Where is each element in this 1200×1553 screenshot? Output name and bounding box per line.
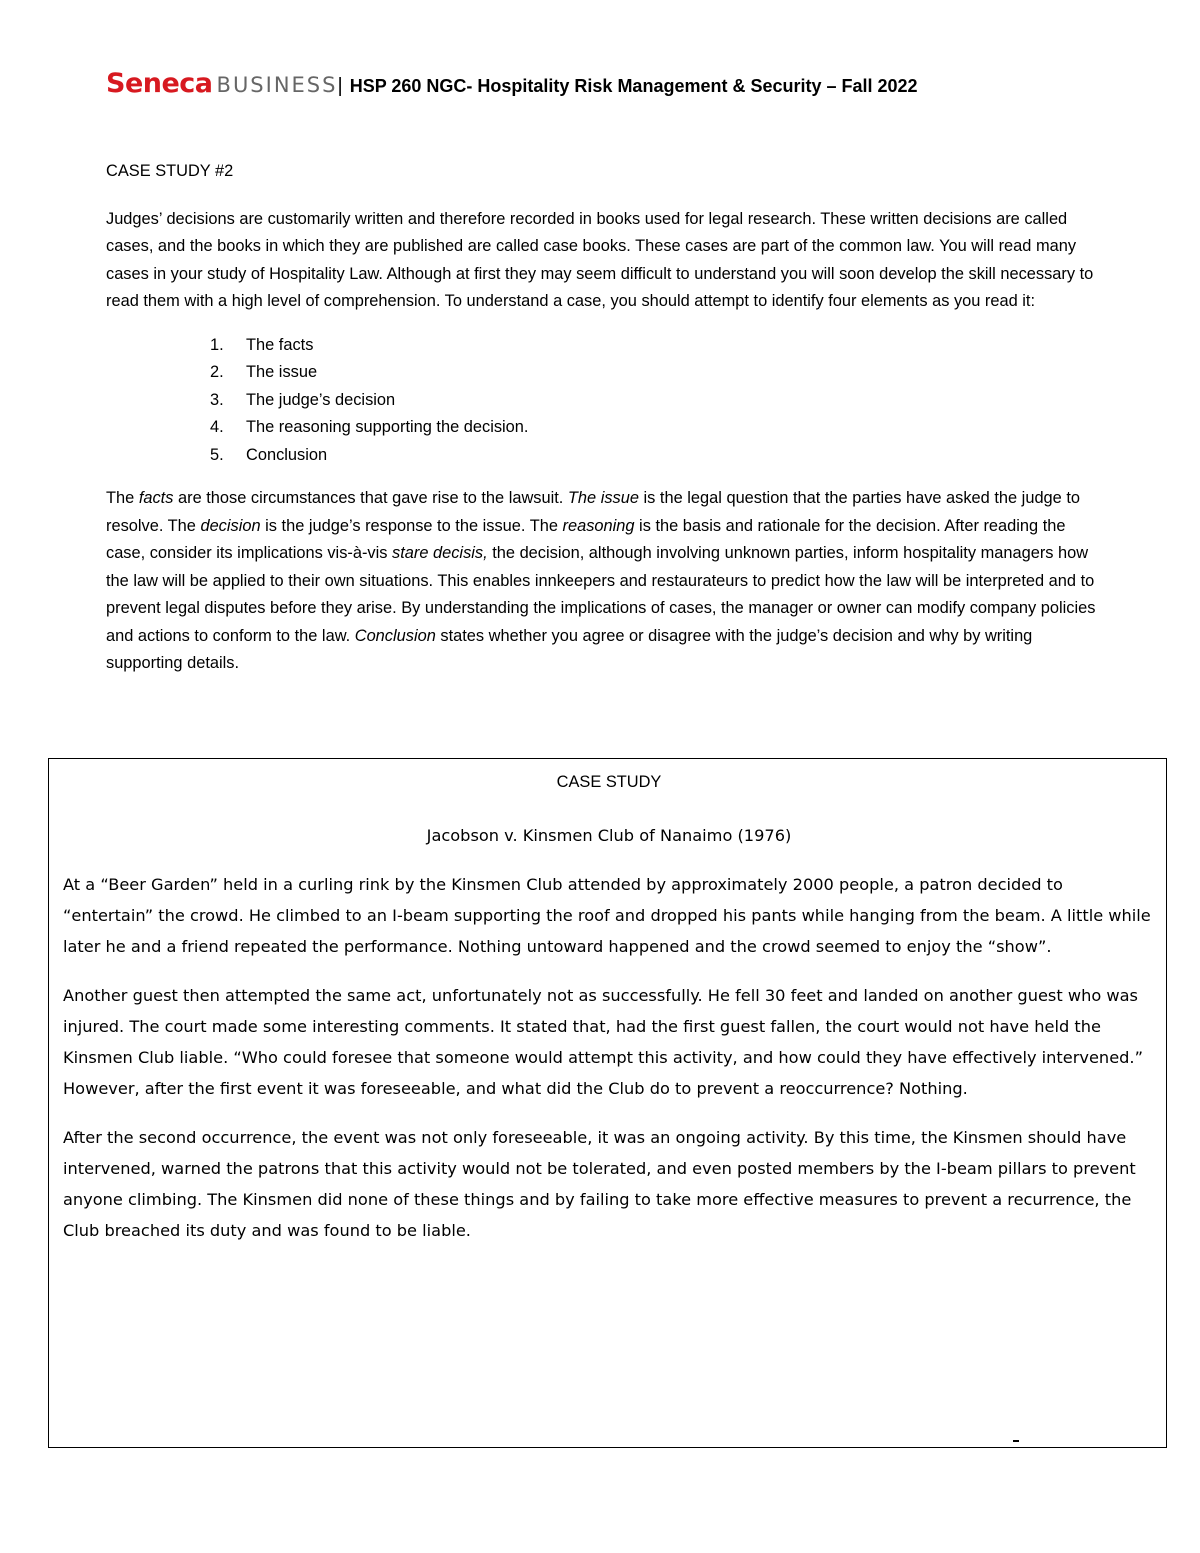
seneca-logo: Seneca <box>106 68 213 99</box>
case-name: Jacobson v. Kinsmen Club of Nanaimo (1976) <box>426 826 792 845</box>
list-text: The reasoning supporting the decision. <box>246 418 529 436</box>
text-run: is the legal question that the parties have asked the judge to resolve. The <box>106 489 1081 535</box>
case-paragraph: After the second occurrence, the event was not only foreseeable, it was an ongoing activity. By this time, the Kinsmen should have intervened, warned the patrons that this activity would not be tolerated, and even posted members by the I-beam pillars to prevent anyone climbing. The Kinsmen did none of these things and by failing to take more effective measures to prevent a recurrence, the Club breached its duty and was found to be liable. <box>63 1128 1136 1240</box>
course-title: HSP 260 NGC- Hospitality Risk Management & Security – Fall 2022 <box>344 76 918 96</box>
case-study-box <box>48 758 1167 1448</box>
list-item <box>106 387 1101 415</box>
text-run: the decision, although involving unknown parties, inform hospitality managers how the law will be applied to their own situations. This enables innkeepers and restaurateurs to predict how the law will be interpreted and to prevent legal disputes before they arise. By understanding the implications of cases, the manager or owner can modify company policies and actions to conform to the law. <box>106 544 1096 645</box>
term-reasoning: reasoning <box>562 516 635 535</box>
list-text: Conclusion <box>246 445 328 464</box>
intro-paragraph: Judges’ decisions are customarily written and therefore recorded in books used for legal research. These written decisions are called cases, and the books in which they are published are called case books. These cases are part of the common law. You will read many cases in your study of Hospitality Law. Although at first they may seem difficult to understand you will soon develop the skill necessary to read them with a high level of comprehension. To understand a case, you should attempt to identify four elements as you read it: <box>106 209 1094 310</box>
page-header <box>106 68 918 99</box>
text-run: states whether you agree or disagree with the judge’s decision and why by writing supporting details. <box>106 626 1033 672</box>
list-number: 2. <box>210 363 224 381</box>
business-logo-text: BUSINESS <box>216 73 338 97</box>
list-text: The judge’s decision <box>246 390 396 409</box>
intro-section <box>106 158 1101 678</box>
text-run: are those circumstances that gave rise to the lawsuit. <box>173 489 568 507</box>
list-text: The facts <box>246 335 314 354</box>
list-item <box>106 414 1101 442</box>
header-separator: | <box>337 75 343 97</box>
text-run: is the basis and rationale for the decision. After reading the case, consider its implications vis-à-vis <box>106 516 1066 562</box>
text-run: is the judge’s response to the issue. The <box>260 516 563 535</box>
case-study-label: CASE STUDY #2 <box>106 162 234 180</box>
list-item <box>106 332 1101 360</box>
list-number: 3. <box>210 390 224 409</box>
page-number-mark <box>1013 1440 1019 1442</box>
case-study-content <box>63 767 1155 1264</box>
term-conclusion: Conclusion <box>354 626 436 645</box>
case-paragraph: Another guest then attempted the same act, unfortunately not as successfully. He fell 30 feet and landed on another guest who was injured. The court made some interesting comments. It stated that, had the first guest fallen, the court would not have held the Kinsmen Club liable. “Who could foresee that someone would attempt this activity, and how could they have effectively intervened.” However, after the first event it was foreseeable, and what did the Club do to prevent a reoccurrence? Nothing. <box>63 986 1143 1098</box>
term-decision: decision <box>200 516 261 535</box>
term-stare-decisis: stare decisis, <box>392 544 488 562</box>
list-number: 1. <box>210 335 224 354</box>
list-number: 5. <box>210 445 224 464</box>
text-run: The <box>106 489 139 507</box>
case-box-title: CASE STUDY <box>556 773 662 791</box>
list-item <box>106 359 1101 387</box>
list-text: The issue <box>246 363 318 381</box>
case-paragraph: At a “Beer Garden” held in a curling rink by the Kinsmen Club attended by approximately 2000 people, a patron decided to “entertain” the crowd. He climbed to an I-beam supporting the roof and dropped his pants while hanging from the beam. A little while later he and a friend repeated the performance. Nothing untoward happened and the crowd seemed to enjoy the “show”. <box>63 875 1151 956</box>
term-issue: The issue <box>567 489 639 507</box>
list-number: 4. <box>210 418 224 436</box>
elements-list <box>106 332 1101 470</box>
term-facts: facts <box>138 489 174 507</box>
definitions-paragraph <box>106 485 1101 678</box>
list-item <box>106 442 1101 470</box>
